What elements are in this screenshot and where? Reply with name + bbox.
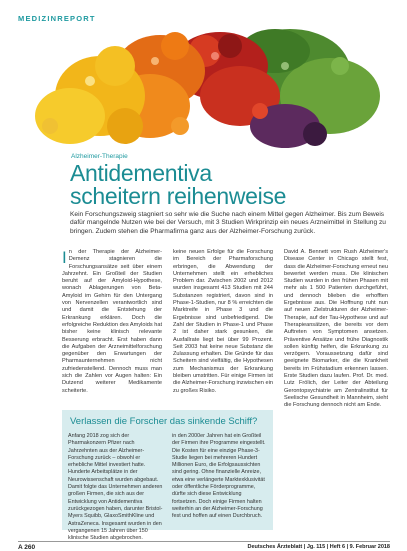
footer-divider <box>18 541 390 542</box>
sidebar-box-title: Verlassen die Forscher das sinkende Schiff? <box>70 416 258 427</box>
fruit-vegetable-brain-image <box>30 26 385 150</box>
drop-cap: I <box>62 248 67 267</box>
page-number: A 260 <box>18 544 36 551</box>
body-column-1 <box>62 249 162 395</box>
section-tag: Alzheimer-Therapie <box>71 153 128 160</box>
title-line-2: scheitern reihenweise <box>70 183 287 209</box>
section-rubric: MEDIZINREPORT <box>18 14 96 23</box>
sidebar-box-column-2: in den 2000er Jahren hat ein Großteil der Firmen ihre Programme eingestellt. Die Kosten für eine einzige Phase-3-Studie liegen bei mehreren Hundert Millionen Euro, die Erfolgsaussichten sind gering. Ohne finanzielle Anreize, etwa eine verlängerte Marktexklusivität oder öffentliche Förderprogramme, dürfte sich diese Entwicklung fortsetzen. Doch einige Firmen halten weiterhin an der Alzheimer-Forschung fest und hoffen auf einen Durchbruch. <box>172 433 266 520</box>
sidebar-box-column-1: Anfang 2018 zog sich der Pharmakonzern Pfizer nach Jahrzehnten aus der Alzheimer-Forschung zurück – obwohl er erhebliche Mittel investiert hatte. Hunderte Arbeitsplätze in der Neurowissenschaft wurden abgebaut. Damit folgte das Unternehmen anderen großen Firmen, die sich aus der Entwicklung von Antidementiva zurückgezogen haben, darunter Bristol-Myers Squibb, GlaxoSmithKline und AstraZeneca. Insgesamt wurden in den vergangenen 15 Jahren über 150 klinische Studien abgebrochen. <box>68 433 163 542</box>
article-title <box>70 162 390 208</box>
journal-citation: Deutsches Ärzteblatt | Jg. 115 | Heft 6 | 9. Februar 2018 <box>247 544 390 550</box>
body-column-3: David A. Bennett vom Rush Alzheimer's Disease Center in Chicago stellt fest, dass die Alzheimer-Forschung erneut neu bewertet werden muss. Die klinischen Studien wurden in den frühen Phasen mit mehr als 1 500 Patienten durchgeführt, und dennoch blieben die erhofften Ergebnisse aus. Die Hoffnung ruht nun auf neuen Zielstrukturen der Alzheimer-Therapie, auf der Tau-Hypothese und auf Therapieansätzen, die bereits vor dem Auftreten von Symptomen ansetzen. Präventive Ansätze und frühe Diagnostik sollen künftig helfen, die Erkrankung zu verzögern. Voraussetzung dafür sind geeignete Biomarker, die die Krankheit bereits im Frühstadium erkennen lassen. Erste Studien dazu laufen. Prof. Dr. med. Lutz Frölich, der Leiter der Abteilung Gerontopsychiatrie am Zentralinstitut für Seelische Gesundheit in Mannheim, sieht die Forschung dennoch nicht am Ende. <box>284 249 388 409</box>
body-column-1-text: n der Therapie der Alzheimer-Demenz stagnieren die Forschungsansätze seit über einem Jahrzehnt. Ein Großteil der Studien beruht auf der Amyloid-Hypothese, wonach Ablagerungen von Beta-Amyloid im Gehirn für den Untergang von Nervenzellen verantwortlich sind und damit die Entstehung der Erkrankung erklären. Doch die erfolgreiche Reduktion des Amyloids hat bisher keine klinisch relevante Besserung erbracht. Erst haben dann die Aufgaben der Arzneimittelforschung gegenüber den Erwartungen der Pharmaunternehmen nicht zufriedenstellend. Dennoch muss man sich die Zahlen vor Augen halten: Ein Dutzend weiterer Medikamente scheiterte. <box>62 249 162 394</box>
body-column-2: keine neuen Erfolge für die Forschung im Bereich der Pharmaforschung erbringen, die Abwendung der Unternehmen stellt ein erhebliches Problem dar. Zwischen 2002 und 2012 wurden insgesamt 413 Studien mit 244 Substanzen registriert, davon sind in Phase-1-Studien, nur 8 % erreichten die Marktreife in Phase 3 und die Ergebnisse sind unbefriedigend. Die Zahl der Studien in Phase-1 und Phase 2 ist daher stark gesunken, die Ausfallrate liegt bei über 99 Prozent. Seit 2003 hat keine neue Substanz die Zulassung erhalten. Die Gründe für das Scheitern sind vielfältig, die Hypothesen zum Mechanismus der Erkrankung bleiben umstritten. Für einige Firmen ist die Alzheimer-Forschung inzwischen ein zu großes Risiko. <box>173 249 273 394</box>
title-line-1: Antidementiva <box>70 160 212 186</box>
article-lead: Kein Forschungszweig stagniert so sehr wie die Suche nach einem Mittel gegen Alzheimer. Bis zum Beweis dafür mangelnde Nutzen wie bei der Versuch, mit 3 Studien Wirkprinzip ein neues Arzneimittel in Stellung zu bringen. Zudem stehen die Pharmafirma ganz aus der Alzheimer-Forschung zurück. <box>70 211 386 235</box>
